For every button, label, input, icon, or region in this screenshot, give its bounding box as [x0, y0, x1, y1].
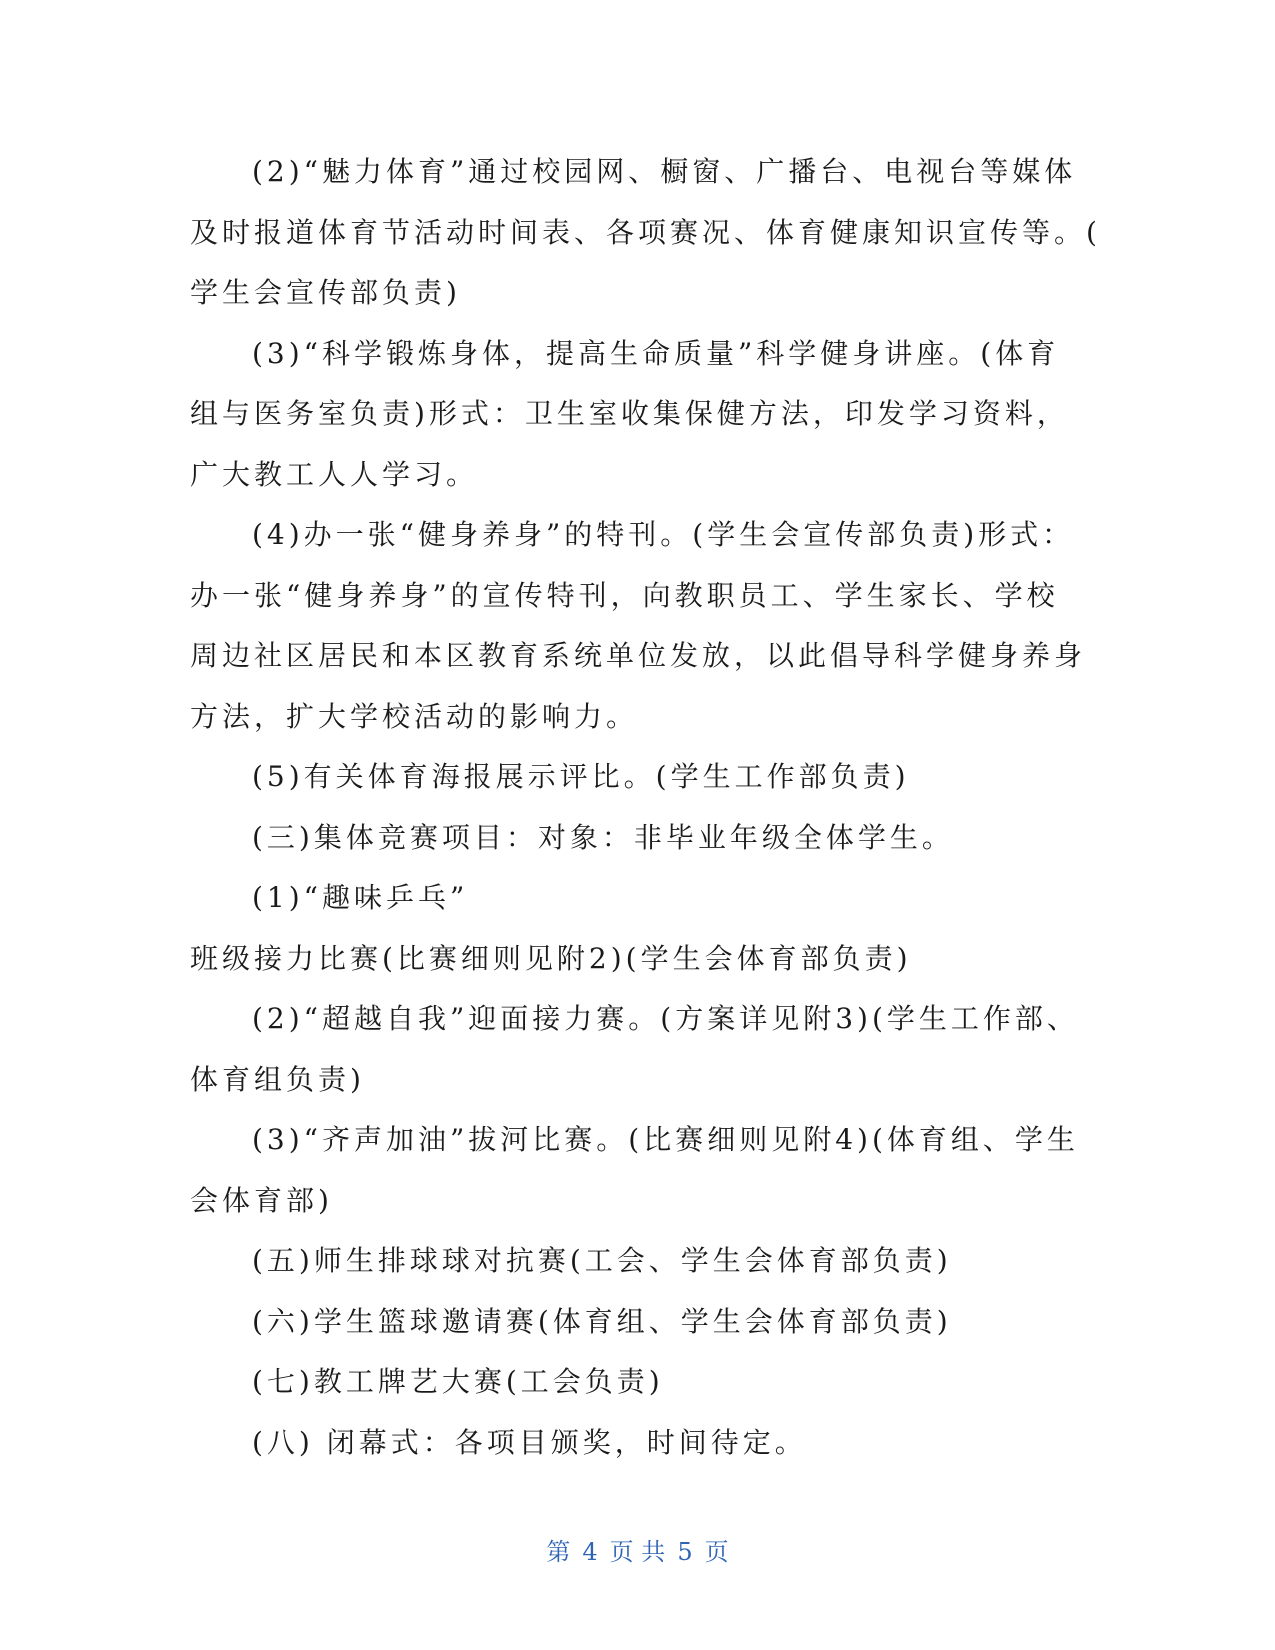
section-heading: (八) 闭幕式：各项目颁奖，时间待定。 [252, 1425, 807, 1459]
paragraph-line: (5)有关体育海报展示评比。(学生工作部负责) [252, 760, 910, 793]
paragraph-line: 办一张“健身养身”的宣传特刊，向教职员工、学生家长、学校 [190, 578, 1059, 612]
paragraph-line: (4)办一张“健身养身”的特刊。(学生会宣传部负责)形式： [252, 518, 1075, 551]
paragraph-line: 学生会宣传部负责) [190, 276, 461, 309]
section-heading: (五)师生排球球对抗赛(工会、学生会体育部负责) [252, 1244, 952, 1277]
paragraph-line: 周边社区居民和本区教育系统单位发放，以此倡导科学健身养身 [190, 639, 1087, 672]
paragraph-line: (3)“科学锻炼身体，提高生命质量”科学健身讲座。(体育 [252, 336, 1060, 370]
paragraph-line: 广大教工人人学习。 [190, 457, 479, 491]
section-heading: (六)学生篮球邀请赛(体育组、学生会体育部负责) [252, 1304, 952, 1338]
section-heading: (三)集体竞赛项目：对象：非毕业年级全体学生。 [252, 820, 954, 854]
footer-mid: 页 共 [609, 1538, 666, 1566]
paragraph-line: 组与医务室负责)形式：卫生室收集保健方法，印发学习资料， [190, 397, 1069, 430]
footer-prefix: 第 [546, 1538, 571, 1566]
paragraph-line: 体育组负责) [190, 1062, 365, 1096]
paragraph-line: (1)“趣味乒乓” [252, 881, 469, 914]
paragraph-line: (3)“齐声加油”拔河比赛。(比赛细则见附4)(体育组、学生 [252, 1123, 1079, 1156]
paragraph-line: 班级接力比赛(比赛细则见附2)(学生会体育部负责) [190, 941, 912, 975]
footer-current-page: 4 [582, 1538, 598, 1566]
paragraph-line: 方法，扩大学校活动的影响力。 [190, 699, 639, 733]
paragraph-line: 会体育部) [190, 1183, 333, 1217]
paragraph-line: 及时报道体育节活动时间表、各项赛况、体育健康知识宣传等。( [190, 215, 1101, 249]
paragraph-line: (2)“超越自我”迎面接力赛。(方案详见附3)(学生工作部、 [252, 1002, 1079, 1035]
page-footer [0, 1532, 1275, 1567]
document-body [190, 142, 1101, 1473]
section-heading: (七)教工牌艺大赛(工会负责) [252, 1365, 664, 1398]
footer-suffix: 页 [704, 1538, 729, 1566]
footer-total-pages: 5 [677, 1538, 693, 1566]
paragraph-line: (2)“魅力体育”通过校园网、橱窗、广播台、电视台等媒体 [252, 155, 1077, 188]
